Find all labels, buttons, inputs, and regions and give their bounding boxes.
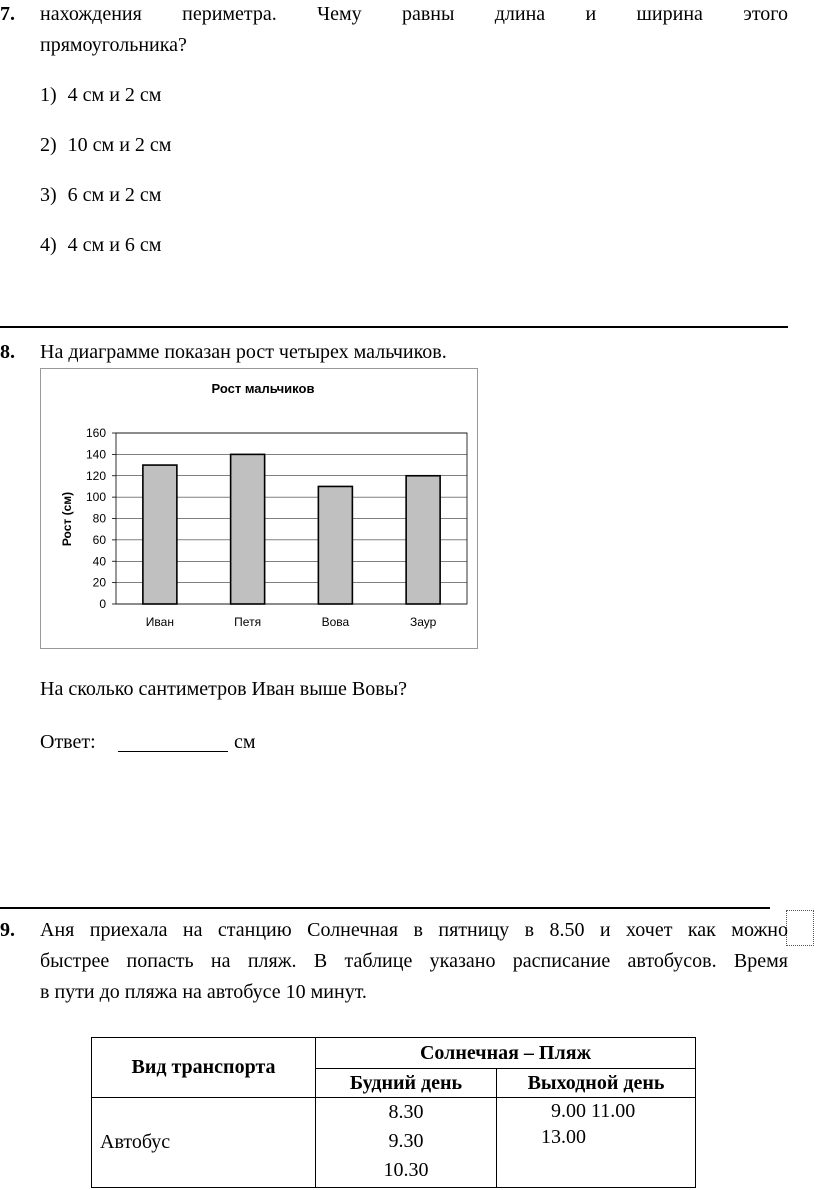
- question-7-line2: прямоугольника?: [40, 34, 187, 56]
- y-tick-label: 0: [99, 597, 106, 611]
- weekday-time: 8.30: [388, 1101, 424, 1123]
- question-7-number: 7.: [0, 3, 15, 25]
- question-8-prompt: На диаграмме показан рост четырех мальчиков.: [40, 341, 447, 363]
- y-tick-label: 100: [85, 490, 106, 505]
- bar-3: [318, 486, 352, 604]
- weekday-time: 10.30: [383, 1159, 429, 1181]
- option-text: 4 см и 6 см: [67, 234, 162, 256]
- bus-schedule-table: [91, 1037, 696, 1188]
- height-chart: [40, 368, 478, 649]
- q7-option-1: [40, 84, 161, 107]
- header-route: Солнечная – Пляж: [316, 1038, 696, 1069]
- option-text: 6 см и 2 см: [67, 184, 162, 206]
- y-tick-label: 20: [92, 575, 106, 590]
- question-9-line1: Аня приехала на станцию Солнечная в пятницу в 8.50 и хочет как можно: [40, 919, 788, 941]
- row-label-bus: Автобус: [92, 1098, 316, 1188]
- option-number: 2): [40, 134, 57, 156]
- question-7-line1: нахождения периметра. Чему равны длина и ширина этого: [40, 3, 788, 25]
- answer-unit: см: [234, 731, 256, 753]
- q7-option-2: [40, 134, 171, 157]
- y-tick-label: 40: [92, 554, 106, 569]
- y-tick-label: 80: [92, 511, 106, 526]
- weekend-times-cell: [497, 1098, 696, 1188]
- x-category-label: Заур: [409, 615, 437, 629]
- weekend-time: 9.00 11.00: [551, 1100, 636, 1122]
- bar-chart-svg: [41, 369, 477, 648]
- y-tick-label: 120: [85, 468, 106, 483]
- q7-option-3: [40, 184, 161, 207]
- y-tick-label: 60: [92, 532, 106, 547]
- chart-y-axis-label: Рост (см): [60, 491, 74, 547]
- margin-marker: [786, 910, 814, 946]
- option-number: 4): [40, 234, 57, 256]
- question-8-number: 8.: [0, 341, 15, 363]
- x-category-label: Иван: [145, 615, 174, 629]
- bar-4: [406, 476, 440, 604]
- header-weekend: Выходной день: [497, 1069, 696, 1098]
- chart-title: Рост мальчиков: [211, 381, 315, 396]
- weekend-time: 13.00: [541, 1126, 586, 1148]
- header-weekday: Будний день: [316, 1069, 497, 1098]
- bar-1: [143, 465, 177, 604]
- option-text: 4 см и 2 см: [67, 84, 162, 106]
- x-category-label: Вова: [321, 615, 350, 629]
- question-9-number: 9.: [0, 919, 15, 941]
- option-text: 10 см и 2 см: [67, 134, 172, 156]
- x-category-label: Петя: [234, 615, 262, 629]
- answer-label: Ответ:: [40, 731, 96, 753]
- question-9-line2: быстрее попасть на пляж. В таблице указано расписание автобусов. Время: [40, 950, 788, 972]
- question-9-line3: в пути до пляжа на автобусе 10 минут.: [40, 981, 367, 1003]
- divider-7-8: [0, 326, 788, 328]
- question-8-question: На сколько сантиметров Иван выше Вовы?: [40, 678, 408, 700]
- answer-blank[interactable]: [118, 733, 228, 752]
- weekday-time: 9.30: [388, 1130, 424, 1152]
- y-tick-label: 140: [85, 447, 106, 462]
- option-number: 3): [40, 184, 57, 206]
- option-number: 1): [40, 84, 57, 106]
- bar-2: [231, 454, 265, 604]
- divider-8-9: [0, 907, 770, 909]
- weekday-times-cell: [316, 1098, 497, 1188]
- y-tick-label: 160: [85, 426, 106, 440]
- header-transport: Вид транспорта: [92, 1038, 316, 1098]
- q7-option-4: [40, 234, 161, 257]
